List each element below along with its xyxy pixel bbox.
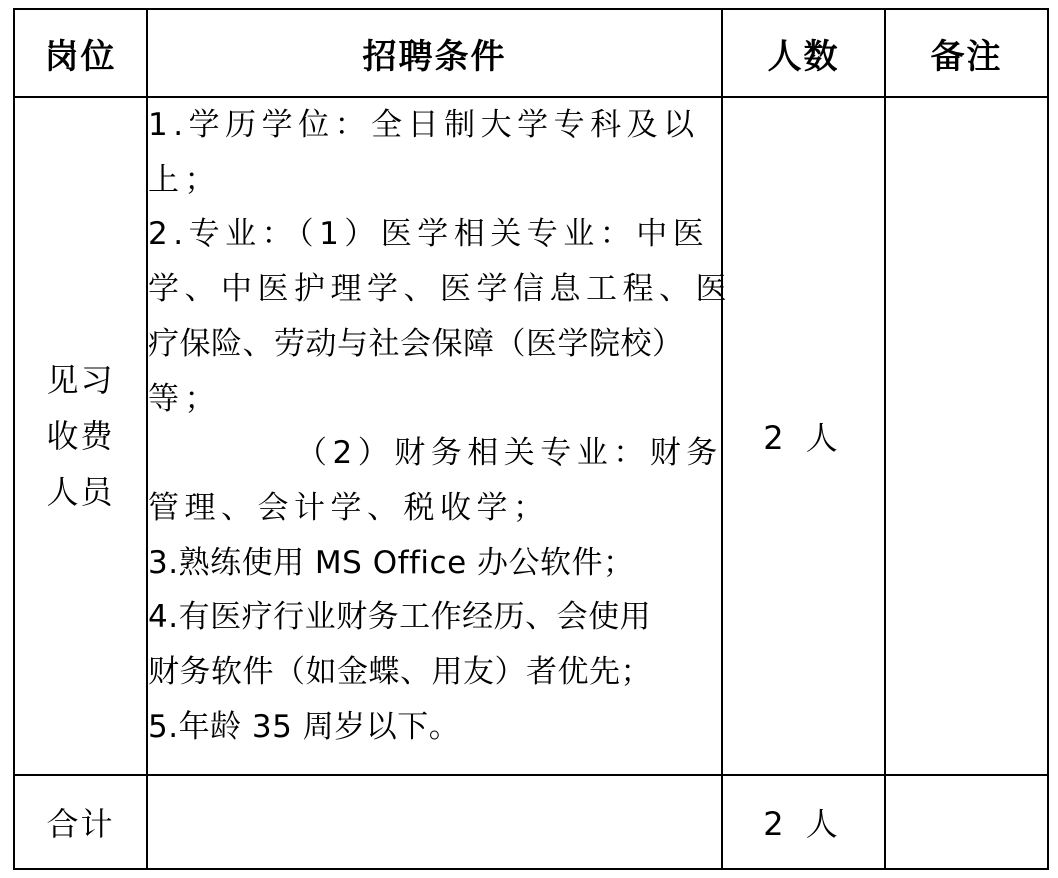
total-label: 合计 xyxy=(14,775,147,869)
total-count: 2 人 xyxy=(722,775,885,869)
requirement-line: 4.有医疗行业财务工作经历、会使用 xyxy=(148,599,652,636)
requirement-line: 等； xyxy=(148,380,221,417)
requirement-line: 上； xyxy=(148,161,221,198)
table-row xyxy=(14,97,1048,775)
requirement-line: 管理、会计学、税收学； xyxy=(148,489,550,526)
header-row xyxy=(14,9,1048,97)
position-line: 见习 xyxy=(46,361,115,399)
position-line: 人员 xyxy=(46,473,115,511)
requirement-line: 疗保险、劳动与社会保障（医学院校） xyxy=(148,325,684,362)
total-row xyxy=(14,775,1048,869)
requirement-line: （2）财务相关专业：财务 xyxy=(296,435,723,472)
remarks-cell xyxy=(885,97,1048,775)
header-position: 岗位 xyxy=(14,9,147,97)
header-requirements: 招聘条件 xyxy=(147,9,722,97)
requirement-line: 1.学历学位：全日制大学专科及以 xyxy=(148,107,700,143)
position-cell xyxy=(14,97,147,775)
requirement-line: 5.年龄 35 周岁以下。 xyxy=(148,708,461,745)
position-line: 收费 xyxy=(46,417,115,455)
total-remarks-cell xyxy=(885,775,1048,869)
requirement-line: 财务软件（如金蝶、用友）者优先； xyxy=(148,654,652,691)
requirement-line: 学、中医护理学、医学信息工程、医 xyxy=(148,271,732,308)
recruitment-table xyxy=(13,8,1049,870)
header-count: 人数 xyxy=(722,9,885,97)
requirements-cell xyxy=(147,97,732,775)
count-cell: 2 人 xyxy=(722,97,885,775)
total-requirements-cell xyxy=(147,775,722,869)
header-remarks: 备注 xyxy=(885,9,1048,97)
requirement-line: 2.专业：（1）医学相关专业：中医 xyxy=(148,216,710,253)
requirement-line: 3.熟练使用 MS Office 办公软件； xyxy=(148,544,635,581)
